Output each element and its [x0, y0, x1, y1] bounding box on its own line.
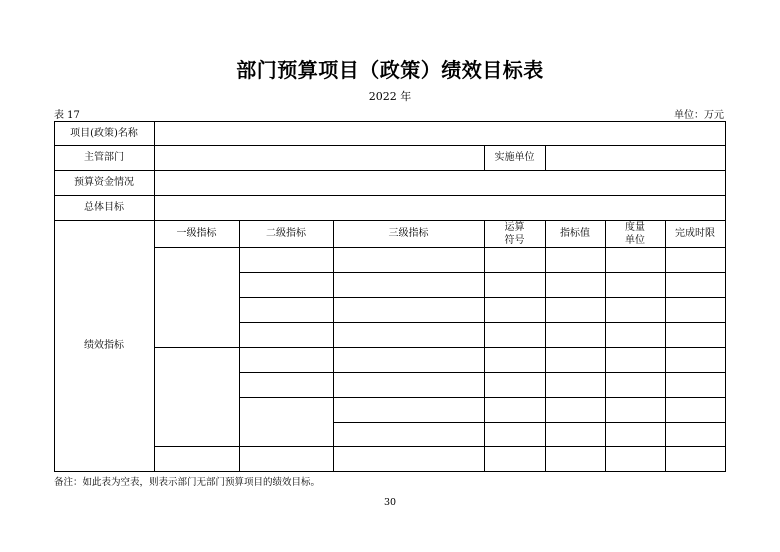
impl-unit-label: 实施单位 — [494, 152, 535, 163]
col-deadline: 完成时限 — [675, 228, 715, 239]
col-measure-line1: 度量 — [625, 221, 645, 233]
page-number: 30 — [383, 497, 397, 508]
year-label: 2022 年 — [368, 90, 412, 103]
col-value: 指标值 — [560, 228, 590, 239]
col-measure-line2: 单位 — [625, 234, 645, 246]
col-level3: 三级指标 — [388, 228, 429, 239]
perf-indicators-label: 绩效指标 — [84, 340, 124, 351]
table-number: 表 17 — [54, 110, 80, 121]
page-title: 部门预算项目（政策）绩效目标表 — [236, 58, 544, 82]
dept-label: 主管部门 — [84, 152, 124, 163]
col-operator-line2: 符号 — [504, 234, 525, 246]
col-operator-line1: 运算 — [504, 221, 525, 233]
project-name-label: 项目(政策)名称 — [70, 127, 138, 139]
col-level2: 二级指标 — [266, 228, 306, 239]
col-measure-unit — [605, 220, 665, 247]
budget-label: 预算资金情况 — [74, 177, 134, 188]
col-operator — [484, 220, 545, 247]
overall-goal-label: 总体目标 — [84, 202, 124, 213]
unit-label: 单位：万元 — [674, 110, 724, 121]
footnote: 备注：如此表为空表，则表示部门无部门预算项目的绩效目标。 — [54, 477, 321, 488]
col-level1: 一级指标 — [176, 228, 217, 239]
